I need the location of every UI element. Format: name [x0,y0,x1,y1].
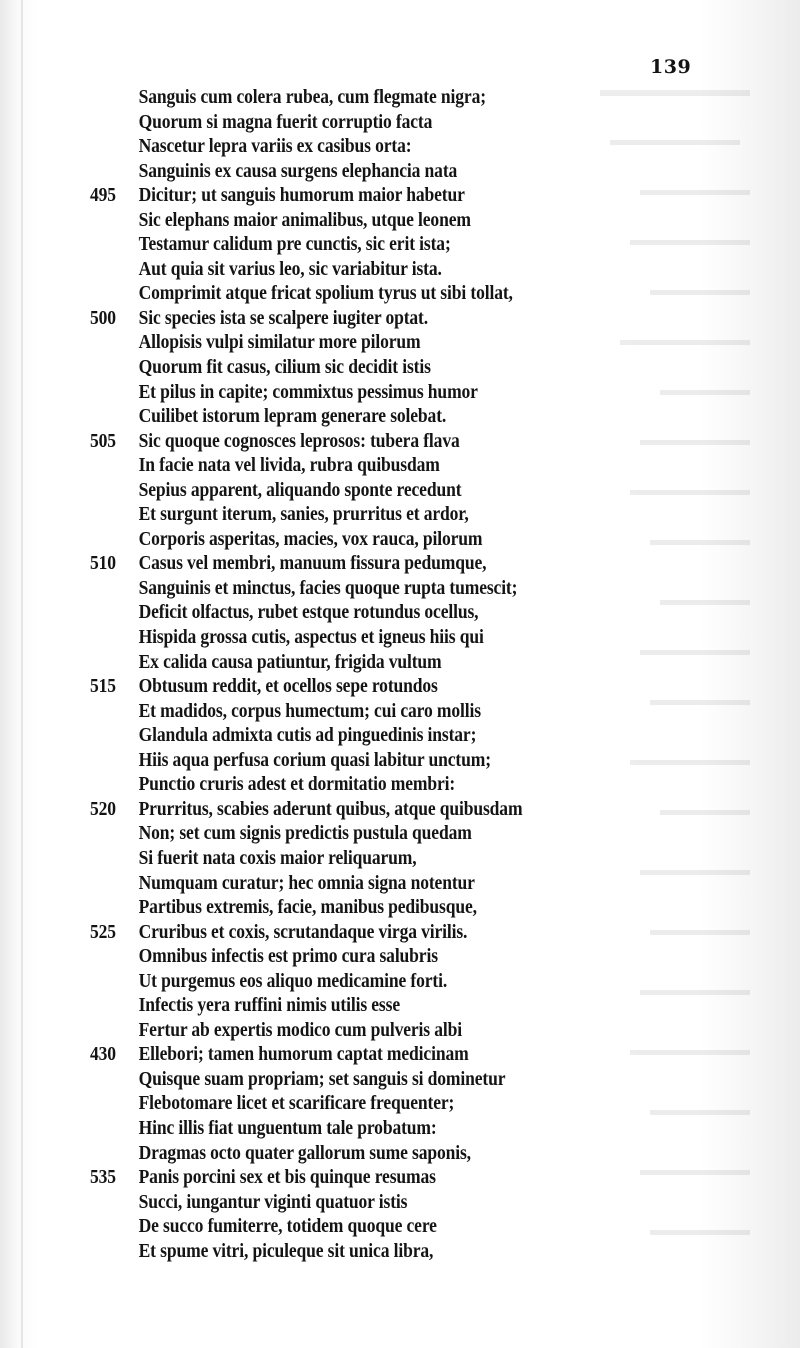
verse-line [90,773,630,798]
verse-text: Si fuerit nata coxis maior reliquarum, [138,847,417,869]
verse-text: Dragmas octo quater gallorum sume saponis, [138,1142,471,1164]
verse-text: Non; set cum signis predictis pustula quedam [138,823,472,845]
verse-line [90,1068,630,1093]
verse-line [90,86,630,111]
line-number: 525 [90,921,116,943]
verse-line [90,847,630,872]
verse-text: Sanguinis ex causa surgens elephancia nata [138,160,458,182]
verse-text: Numquam curatur; hec omnia signa notentur [138,872,475,894]
verse-line [90,1043,630,1068]
line-number: 515 [90,676,116,698]
verse-line [90,1117,630,1142]
verse-text: Deficit olfactus, rubet estque rotundus ocellus, [138,602,479,624]
verse-line [90,945,630,970]
verse-text: Comprimit atque fricat spolium tyrus ut sibi tollat, [138,283,513,305]
verse-line [90,209,630,234]
verse-text: Succi, iungantur viginti quatuor istis [138,1191,408,1213]
verse-text: Et spume vitri, piculeque sit unica libra, [138,1240,434,1262]
verse-line [90,233,630,258]
verse-line [90,282,630,307]
verse-text: Cuilibet istorum lepram generare solebat. [138,406,447,428]
verse-text: Partibus extremis, facie, manibus pedibusque, [138,897,477,919]
verse-text: Sanguinis et minctus, facies quoque rupta tumescit; [138,577,518,599]
verse-text: Cruribus et coxis, scrutandaque virga virilis. [138,921,468,943]
verse-line [90,405,630,430]
verse-line [90,430,630,455]
verse-text: De succo fumiterre, totidem quoque cere [138,1216,437,1238]
verse-text: In facie nata vel livida, rubra quibusdam [138,455,440,477]
verse-text: Casus vel membri, manuum fissura pedumque, [138,553,487,575]
line-number: 535 [90,1167,116,1189]
verse-line [90,1142,630,1167]
verse-text: Sanguis cum colera rubea, cum flegmate nigra; [138,87,486,108]
verse-line [90,798,630,823]
line-number: 520 [90,798,116,820]
verse-line [90,970,630,995]
verse-text: Sic quoque cognosces leprosos: tubera flava [138,430,460,452]
verse-text: Prurritus, scabies aderunt quibus, atque quibusdam [138,798,523,820]
verse-text: Et pilus in capite; commixtus pessimus humor [138,381,478,403]
verse-text: Hispida grossa cutis, aspectus et igneus hiis qui [138,627,484,649]
verse-line [90,1215,630,1240]
verse-line [90,601,630,626]
verse-line [90,454,630,479]
verse-line [90,307,630,332]
verse-text: Obtusum reddit, et ocellos sepe rotundos [138,676,438,698]
verse-text: Ellebori; tamen humorum captat medicinam [138,1044,469,1066]
verse-line [90,111,630,136]
verse-text: Panis porcini sex et bis quinque resumas [138,1167,436,1189]
verse-line [90,1166,630,1191]
verse-line [90,921,630,946]
verse-line [90,626,630,651]
line-number: 510 [90,553,116,575]
verse-line [90,577,630,602]
line-number: 495 [90,185,116,207]
verse-line [90,724,630,749]
verse-text: Ut purgemus eos aliquo medicamine forti. [138,970,448,992]
verse-line [90,356,630,381]
verse-text: Et surgunt iterum, sanies, prurritus et ardor, [138,504,469,526]
verse-text: Quorum si magna fuerit corruptio facta [138,111,433,133]
verse-text: Fertur ab expertis modico cum pulveris albi [138,1019,462,1041]
verse-text: Sic elephans maior animalibus, utque leonem [138,209,471,231]
verse-line [90,1019,630,1044]
verse-text: Corporis asperitas, macies, vox rauca, pilorum [138,528,483,550]
verse-text: Quisque suam propriam; set sanguis si dominetur [138,1068,506,1090]
verse-line [90,994,630,1019]
page-number: 139 [650,56,692,78]
verse-text: Aut quia sit varius leo, sic variabitur ista. [138,258,442,280]
verse-line [90,184,630,209]
verse-line [90,381,630,406]
verse-line [90,1092,630,1117]
verse-text: Glandula admixta cutis ad pinguedinis instar; [138,725,477,747]
verse-text: Sic species ista se scalpere iugiter optat. [138,307,429,329]
verse-line [90,135,630,160]
verse-line [90,503,630,528]
line-number: 505 [90,430,116,452]
verse-line [90,552,630,577]
verse-line [90,160,630,185]
verse-line [90,258,630,283]
verse-line [90,1191,630,1216]
verse-line [90,675,630,700]
verse-line [90,822,630,847]
verse-line [90,651,630,676]
verse-text: Sepius apparent, aliquando sponte recedunt [138,479,462,501]
verse-text: Ex calida causa patiuntur, frigida vultum [138,651,442,673]
line-number: 430 [90,1044,116,1066]
verse-text: Hinc illis fiat unguentum tale probatum: [138,1117,437,1139]
verse-text: Punctio cruris adest et dormitatio membri: [138,774,456,796]
verse-text: Infectis yera ruffini nimis utilis esse [138,995,400,1017]
verse-text-block [90,86,690,1264]
verse-text: Omnibus infectis est primo cura salubris [138,946,438,968]
verse-text: Hiis aqua perfusa corium quasi labitur unctum; [138,749,491,771]
verse-text: Quorum fit casus, cilium sic decidit istis [138,357,431,379]
verse-text: Dicitur; ut sanguis humorum maior habetur [138,185,465,207]
line-number: 500 [90,307,116,329]
verse-text: Et madidos, corpus humectum; cui caro mollis [138,700,481,722]
verse-text: Testamur calidum pre cunctis, sic erit ista; [138,234,451,256]
verse-line [90,872,630,897]
verse-line [90,749,630,774]
verse-line [90,1240,630,1265]
verse-line [90,700,630,725]
verse-text: Flebotomare licet et scarificare frequenter; [138,1093,455,1115]
verse-line [90,896,630,921]
verse-line [90,331,630,356]
verse-text: Nascetur lepra variis ex casibus orta: [138,136,412,158]
verse-line [90,479,630,504]
verse-line [90,528,630,553]
verse-text: Allopisis vulpi similatur more pilorum [138,332,421,354]
